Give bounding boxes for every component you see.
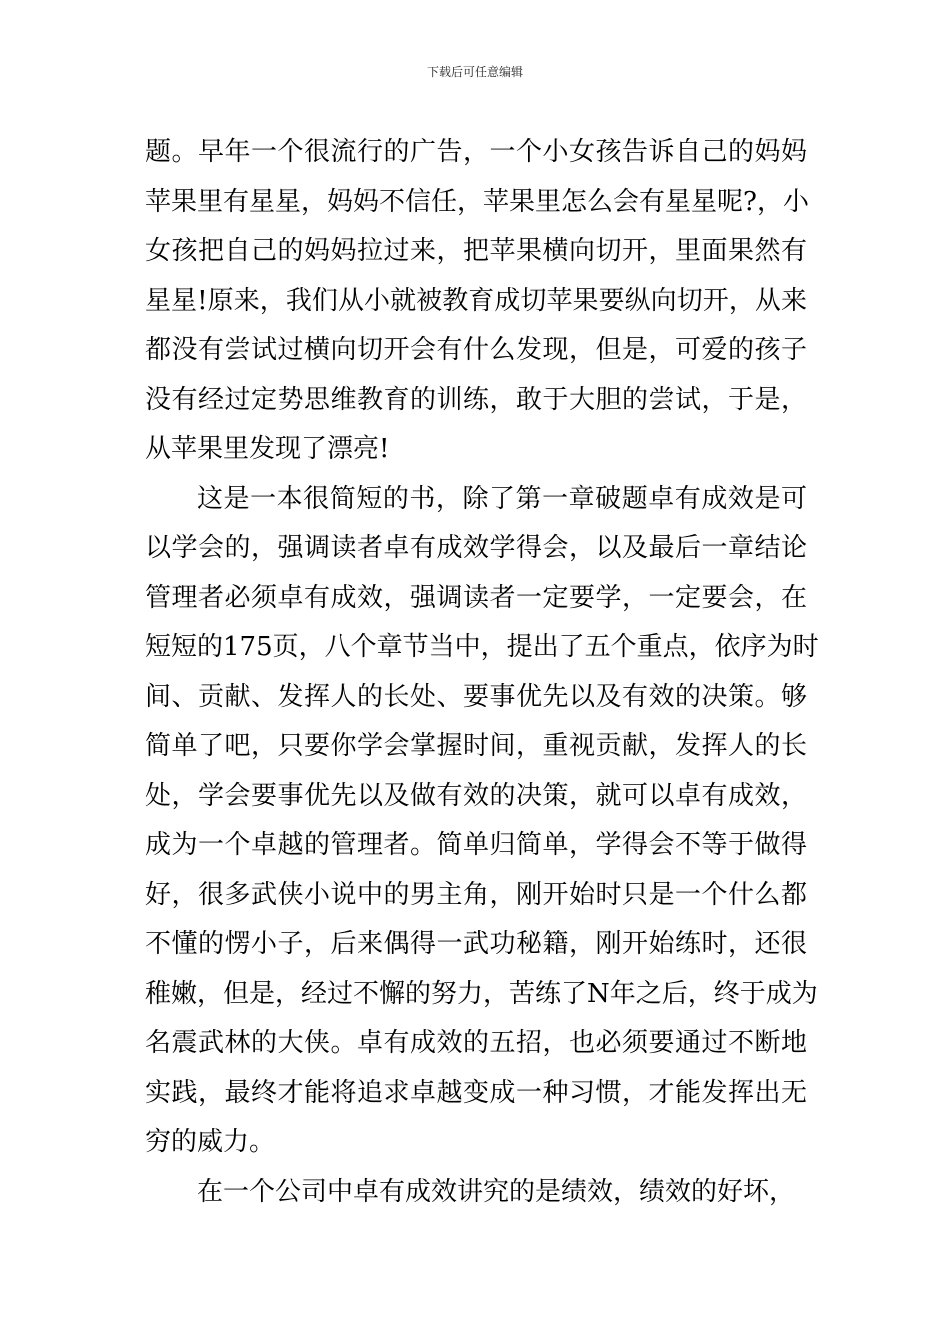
text-line: 好，很多武侠小说中的男主角，刚开始时只是一个什么都	[145, 879, 807, 910]
text-line: 短短的175页，八个章节当中，提出了五个重点，依序为时	[145, 632, 819, 662]
text-line: 苹果里有星星，妈妈不信任，苹果里怎么会有星星呢?，小	[145, 186, 809, 217]
text-line: 实践，最终才能将追求卓越变成一种习惯，才能发挥出无	[145, 1077, 807, 1108]
text-line: 不懂的愣小子，后来偶得一武功秘籍，刚开始练时，还很	[145, 929, 807, 959]
text-line: 处，学会要事优先以及做有效的决策，就可以卓有成效，	[145, 780, 807, 811]
text-line: 名震武林的大侠。卓有成效的五招，也必须要通过不断地	[145, 1028, 807, 1058]
text-line: 星星!原来，我们从小就被教育成切苹果要纵向切开，从来	[145, 285, 807, 316]
text-line: 没有经过定势思维教育的训练，敢于大胆的尝试，于是，	[145, 384, 807, 415]
text-line: 间、贡献、发挥人的长处、要事优先以及有效的决策。够	[145, 681, 807, 712]
text-line: 在一个公司中卓有成效讲究的是绩效，绩效的好坏，	[197, 1176, 796, 1207]
paragraph-2	[145, 475, 819, 1168]
text-line: 从苹果里发现了漂亮!	[145, 434, 390, 464]
text-line: 女孩把自己的妈妈拉过来，把苹果横向切开，里面果然有	[145, 236, 807, 266]
text-line: 简单了吧，只要你学会掌握时间，重视贡献，发挥人的长	[145, 731, 807, 761]
paragraph-1	[145, 128, 807, 475]
text-line: 稚嫩，但是，经过不懈的努力，苦练了N年之后，终于成为	[145, 978, 818, 1009]
text-line: 这是一本很简短的书，除了第一章破题卓有成效是可	[197, 483, 807, 514]
text-line: 成为一个卓越的管理者。简单归简单，学得会不等于做得	[145, 830, 807, 860]
text-line: 管理者必须卓有成效，强调读者一定要学，一定要会，在	[145, 582, 807, 613]
text-line: 穷的威力。	[145, 1127, 276, 1157]
document-body	[145, 128, 819, 1217]
paragraph-3	[145, 1168, 807, 1218]
text-line: 题。早年一个很流行的广告，一个小女孩告诉自己的妈妈	[145, 137, 807, 167]
text-line: 都没有尝试过横向切开会有什么发现，但是，可爱的孩子	[145, 335, 807, 365]
text-line: 以学会的，强调读者卓有成效学得会，以及最后一章结论	[145, 533, 807, 563]
page-header: 下载后可任意编辑	[426, 65, 523, 79]
